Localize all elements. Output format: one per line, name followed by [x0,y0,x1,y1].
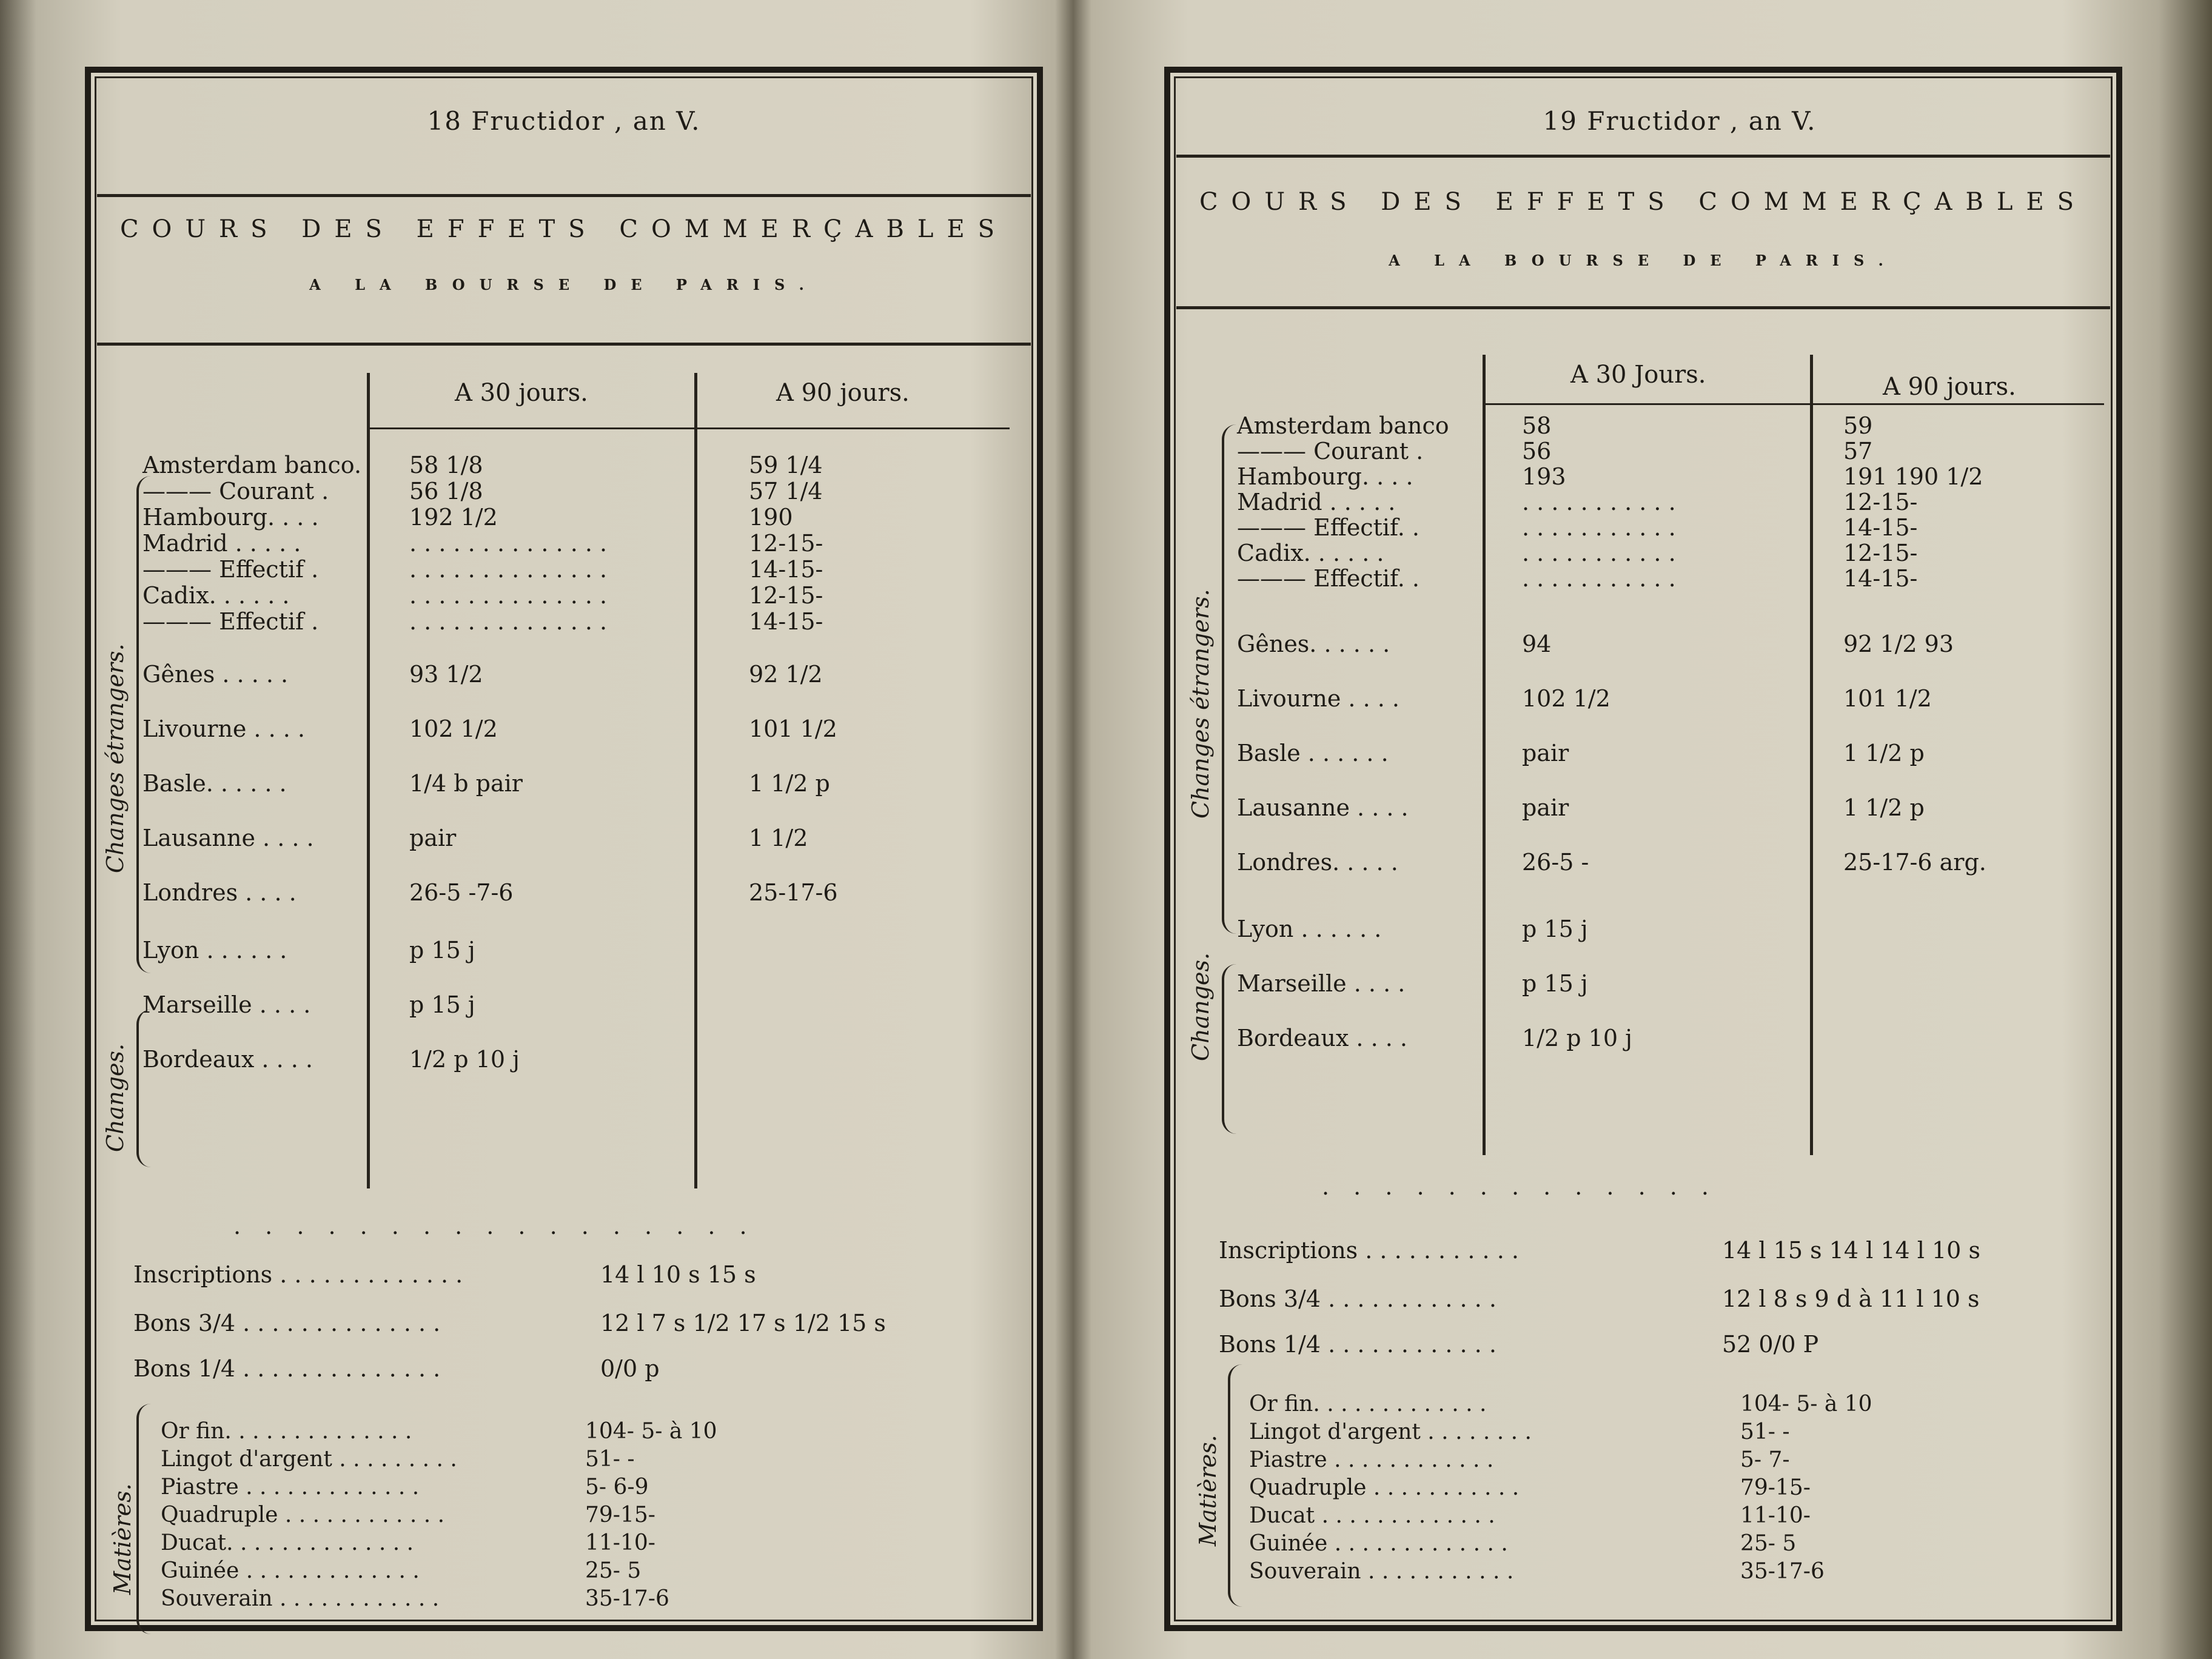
value-90-jours: 1 1/2 p [1843,794,1925,821]
value-90-jours: 14-15- [749,556,823,583]
group-label-changes-etrangers: Changes étrangers. [1187,589,1214,819]
security-row [1219,1331,2080,1359]
matiere-row [1249,1419,2062,1446]
group-brace [136,1404,153,1634]
value-90-jours: 12-15- [749,530,823,557]
table-row [142,504,991,532]
col-30-header: A 30 jours. [455,379,588,407]
table-row [142,879,991,907]
matiere-row [1249,1475,2062,1502]
title-rule [97,343,1031,346]
value-30-jours: 1/4 b pair [409,770,523,797]
value-30-jours: pair [1522,794,1569,821]
group-label-changes: Changes. [1187,952,1214,1061]
row-label: Livourne . . . . [1237,685,1399,712]
security-row [133,1310,994,1338]
value-30-jours: . . . . . . . . . . . . . . [409,530,608,557]
value-30-jours: p 15 j [409,937,475,964]
value-30-jours: 102 1/2 [409,716,498,742]
table-row [142,452,991,480]
table-row [142,825,991,853]
value-90-jours: 101 1/2 [749,716,837,742]
value-30-jours: 192 1/2 [409,504,498,531]
value-90-jours: 57 1/4 [749,478,823,504]
row-label: Gênes. . . . . . [1237,631,1390,657]
value-90-jours: 12-15- [1843,540,1918,566]
group-brace [1222,424,1239,934]
matiere-value: 25- 5 [585,1558,642,1583]
security-row [133,1261,994,1289]
col-header-rule [1486,403,2104,405]
table-row [1237,916,2086,943]
value-30-jours: 193 [1522,463,1566,490]
table-row [1237,794,2086,822]
matiere-value: 11-10- [1740,1503,1811,1528]
value-30-jours: 94 [1522,631,1552,657]
row-label: Lyon . . . . . . [142,937,287,964]
table-row [142,582,991,610]
matiere-value: 79-15- [585,1503,655,1527]
value-30-jours: pair [1522,740,1569,766]
security-label: Inscriptions . . . . . . . . . . . . . [133,1261,463,1288]
value-90-jours: 57 [1843,438,1873,464]
col-30-header: A 30 Jours. [1570,361,1706,389]
matiere-value: 51- - [585,1447,635,1472]
group-label-changes: Changes. [102,1043,129,1152]
table-row [142,661,991,689]
value-30-jours: pair [409,825,457,851]
matiere-row [161,1530,973,1557]
matiere-row [161,1586,973,1613]
page-title: COURS DES EFFETS COMMERÇABLES [119,215,1008,243]
group-brace [1228,1364,1245,1607]
matiere-row [161,1475,973,1501]
value-90-jours: 1 1/2 [749,825,808,851]
value-30-jours: . . . . . . . . . . . . . . [409,608,608,635]
table-row [142,1046,991,1074]
matiere-value: 35-17-6 [585,1586,669,1611]
row-label: Londres . . . . [142,879,297,906]
page-date: 18 Fructidor , an V. [427,106,701,136]
matiere-row [161,1503,973,1529]
security-value: 12 l 7 s 1/2 17 s 1/2 15 s [600,1310,886,1336]
value-30-jours: 1/2 p 10 j [1522,1025,1632,1051]
value-90-jours: 12-15- [1843,489,1918,515]
value-30-jours: . . . . . . . . . . . [1522,514,1676,541]
table-row [1237,849,2086,877]
value-30-jours: . . . . . . . . . . . . . . [409,556,608,583]
value-90-jours: 12-15- [749,582,823,609]
table-row [142,556,991,584]
value-90-jours: 25-17-6 [749,879,838,906]
value-30-jours: 1/2 p 10 j [409,1046,520,1073]
row-label: Gênes . . . . . [142,661,289,688]
value-90-jours: 190 [749,504,793,531]
security-row [1219,1237,2080,1265]
table-row [142,478,991,506]
row-label: Hambourg. . . . [142,504,319,531]
row-label: Marseille . . . . [142,991,311,1018]
matiere-label: Or fin. . . . . . . . . . . . . [1249,1392,1487,1416]
matiere-value: 104- 5- à 10 [1740,1392,1872,1416]
matiere-label: Souverain . . . . . . . . . . . [1249,1559,1514,1584]
row-label: ——— Effectif. . [1237,565,1419,592]
table-row [142,770,991,798]
left-page [85,67,1043,1631]
value-90-jours: 14-15- [749,608,823,635]
table-row [1237,1025,2086,1053]
table-row [142,991,991,1019]
table-row [142,716,991,743]
table-row [1237,463,2086,491]
value-30-jours: 26-5 -7-6 [409,879,514,906]
matiere-label: Souverain . . . . . . . . . . . . [161,1586,440,1611]
group-label-matieres: Matières. [109,1483,136,1595]
row-label: Marseille . . . . [1237,970,1406,997]
group-label-matieres: Matières. [1195,1435,1221,1546]
row-label: Basle. . . . . . [142,770,287,797]
matiere-label: Piastre . . . . . . . . . . . . . [161,1475,420,1500]
value-90-jours: 191 190 1/2 [1843,463,1983,490]
header-rule [97,194,1031,197]
security-value: 14 l 15 s 14 l 14 l 10 s [1722,1237,1980,1264]
table-row [1237,565,2086,593]
matiere-value: 25- 5 [1740,1531,1797,1556]
row-label: Lausanne . . . . [1237,794,1409,821]
value-90-jours: 14-15- [1843,565,1918,592]
security-label: Bons 1/4 . . . . . . . . . . . . . . [133,1355,441,1382]
page-subtitle: A LA BOURSE DE PARIS. [309,276,819,293]
value-90-jours: 1 1/2 p [1843,740,1925,766]
matiere-value: 79-15- [1740,1475,1811,1500]
row-label: Bordeaux . . . . [142,1046,313,1073]
value-30-jours: p 15 j [1522,916,1588,942]
matiere-value: 11-10- [585,1530,655,1555]
table-row [1237,438,2086,466]
row-label: Hambourg. . . . [1237,463,1413,490]
value-30-jours: 102 1/2 [1522,685,1610,712]
value-30-jours: 26-5 - [1522,849,1589,876]
matiere-value: 5- 6-9 [585,1475,649,1500]
row-label: ——— Effectif . [142,556,319,583]
security-label: Bons 3/4 . . . . . . . . . . . . . . [133,1310,441,1336]
col-header-rule [367,427,1010,429]
matiere-label: Piastre . . . . . . . . . . . . [1249,1447,1494,1472]
value-30-jours: p 15 j [409,991,475,1018]
group-label-changes-etrangers: Changes étrangers. [102,643,129,873]
row-label: ——— Effectif . [142,608,319,635]
matiere-label: Quadruple . . . . . . . . . . . . [161,1503,445,1527]
matiere-row [1249,1531,2062,1558]
matiere-label: Ducat . . . . . . . . . . . . . [1249,1503,1495,1528]
matiere-label: Quadruple . . . . . . . . . . . [1249,1475,1520,1500]
title-rule [1176,306,2110,309]
matiere-label: Lingot d'argent . . . . . . . . . [161,1447,457,1472]
matiere-row [1249,1392,2062,1418]
matiere-row [161,1447,973,1473]
value-30-jours: 56 1/8 [409,478,483,504]
table-row [1237,970,2086,998]
value-30-jours: 58 1/8 [409,452,483,478]
table-row [142,608,991,636]
group-brace [1222,964,1239,1134]
value-90-jours: 25-17-6 arg. [1843,849,1986,876]
table-row [142,530,991,558]
value-90-jours: 92 1/2 93 [1843,631,1954,657]
security-value: 0/0 p [600,1355,660,1382]
row-label: ——— Courant . [1237,438,1424,464]
security-row [133,1355,994,1383]
table-row [1237,412,2086,440]
value-90-jours: 1 1/2 p [749,770,830,797]
group-brace [136,1010,153,1167]
separator-dots: . . . . . . . . . . . . . . . . . [233,1213,756,1239]
value-30-jours: 56 [1522,438,1552,464]
separator-dots: . . . . . . . . . . . . . [1322,1173,1717,1200]
row-label: Lausanne . . . . [142,825,314,851]
value-90-jours: 59 [1843,412,1873,439]
matiere-label: Or fin. . . . . . . . . . . . . . [161,1419,412,1444]
value-30-jours: . . . . . . . . . . . [1522,489,1676,515]
matiere-row [1249,1447,2062,1474]
matiere-value: 104- 5- à 10 [585,1419,717,1444]
row-label: Lyon . . . . . . [1237,916,1382,942]
row-label: ——— Courant . [142,478,329,504]
page-subtitle: A LA BOURSE DE PARIS. [1389,252,1898,269]
table-row [1237,740,2086,768]
value-30-jours: p 15 j [1522,970,1588,997]
row-label: Cadix. . . . . . [1237,540,1384,566]
right-page [1164,67,2122,1631]
col-90-header: A 90 jours. [776,379,910,407]
row-label: Amsterdam banco [1237,412,1449,439]
table-row [142,937,991,965]
matiere-label: Guinée . . . . . . . . . . . . . [1249,1531,1508,1556]
matiere-row [1249,1559,2062,1586]
security-value: 52 0/0 P [1722,1331,1819,1358]
matiere-value: 51- - [1740,1419,1790,1444]
security-label: Bons 3/4 . . . . . . . . . . . . [1219,1285,1496,1312]
value-30-jours: . . . . . . . . . . . . . . [409,582,608,609]
row-label: Livourne . . . . [142,716,305,742]
page-date: 19 Fructidor , an V. [1543,106,1817,136]
matiere-label: Lingot d'argent . . . . . . . . [1249,1419,1532,1444]
page-title: COURS DES EFFETS COMMERÇABLES [1199,188,2088,216]
matiere-row [1249,1503,2062,1530]
value-90-jours: 101 1/2 [1843,685,1932,712]
row-label: Cadix. . . . . . [142,582,290,609]
matiere-label: Ducat. . . . . . . . . . . . . . [161,1530,414,1555]
matiere-row [161,1419,973,1446]
row-label: Amsterdam banco. [142,452,362,478]
value-90-jours: 92 1/2 [749,661,823,688]
row-label: Basle . . . . . . [1237,740,1389,766]
row-label: Londres. . . . . [1237,849,1398,876]
security-label: Inscriptions . . . . . . . . . . . [1219,1237,1519,1264]
value-90-jours: 59 1/4 [749,452,823,478]
matiere-row [161,1558,973,1585]
row-label: Madrid . . . . . [142,530,301,557]
value-30-jours: 58 [1522,412,1552,439]
col-90-header: A 90 jours. [1883,373,2016,401]
table-row [1237,685,2086,713]
table-row [1237,489,2086,517]
value-30-jours: . . . . . . . . . . . [1522,565,1676,592]
row-label: ——— Effectif. . [1237,514,1419,541]
security-value: 12 l 8 s 9 d à 11 l 10 s [1722,1285,1980,1312]
table-row [1237,631,2086,659]
security-row [1219,1285,2080,1313]
matiere-label: Guinée . . . . . . . . . . . . . [161,1558,420,1583]
security-value: 14 l 10 s 15 s [600,1261,756,1288]
row-label: Bordeaux . . . . [1237,1025,1407,1051]
table-row [1237,514,2086,542]
security-label: Bons 1/4 . . . . . . . . . . . . [1219,1331,1496,1358]
matiere-value: 35-17-6 [1740,1559,1825,1584]
value-30-jours: 93 1/2 [409,661,483,688]
matiere-value: 5- 7- [1740,1447,1790,1472]
row-label: Madrid . . . . . [1237,489,1396,515]
value-30-jours: . . . . . . . . . . . [1522,540,1676,566]
value-90-jours: 14-15- [1843,514,1918,541]
header-rule [1176,155,2110,158]
table-row [1237,540,2086,568]
